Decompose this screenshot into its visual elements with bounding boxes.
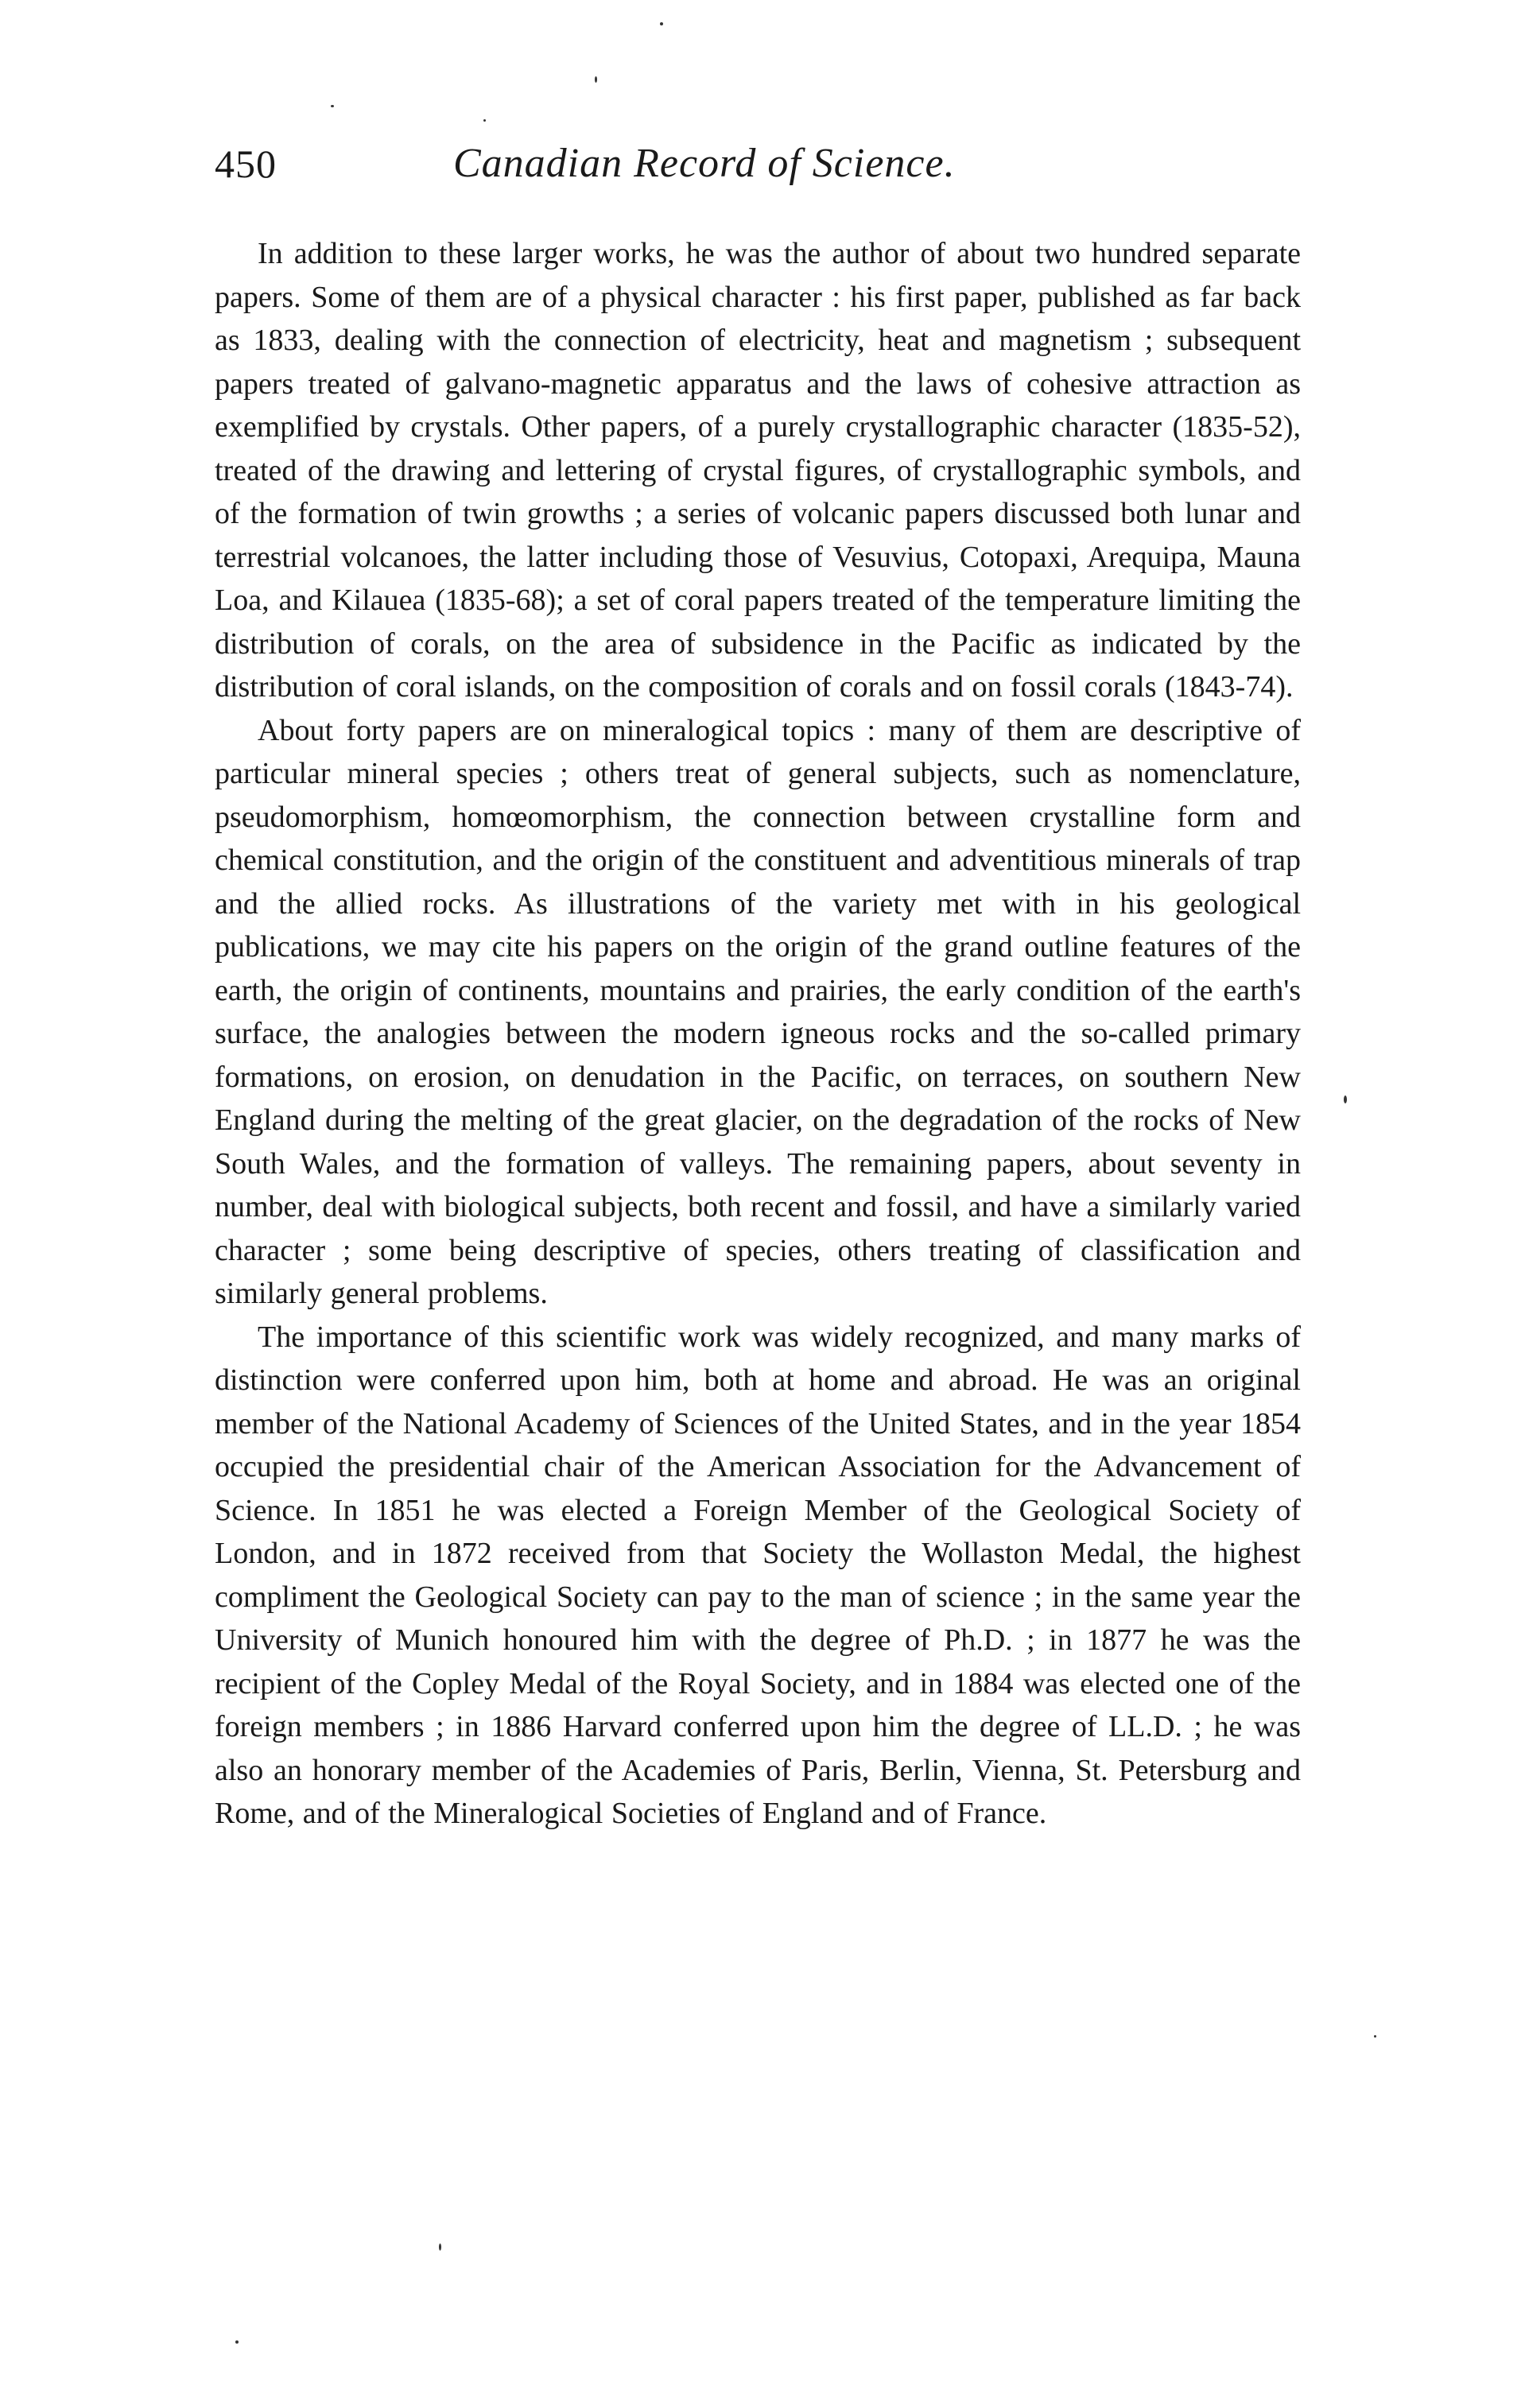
body-text bbox=[215, 232, 1301, 1836]
scan-speck bbox=[331, 105, 334, 107]
paragraph-papers: In addition to these larger works, he was the author of about two hundred separate papers. Some of them are of a physical character : his first paper, published as far back as 1833, dealing with the connection of electricity, heat and magnetism ; subsequent papers treated of galvano-magnetic apparatus and the laws of cohesive attraction as exemplified by crystals. Other papers, of a purely crystallographic character (1835-52), treated of the drawing and lettering of crystal figures, of crystallographic symbols, and of the formation of twin growths ; a series of volcanic papers discussed both lunar and terrestrial volcanoes, the latter including those of Vesuvius, Cotopaxi, Arequipa, Mauna Loa, and Kilauea (1835-68); a set of coral papers treated of the temperature limiting the distribution of corals, on the area of subsidence in the Pacific as indicated by the distribution of coral islands, on the composition of corals and on fossil corals (1843-74). bbox=[215, 237, 1301, 704]
paragraph-mineralogical: About forty papers are on mineralogical topics : many of them are descriptive of particular mineral species ; others treat of general subjects, such as nomenclature, pseudomorphism, homœomorphism, the connection between crystalline form and chemical constitution, and the origin of the constituent and adventitious minerals of trap and the allied rocks. As illustrations of the variety met with in his geological publications, we may cite his papers on the origin of the grand outline features of the earth, the origin of continents, mountains and prairies, the early condition of the earth's surface, the analogies between the modern igneous rocks and the so-called primary formations, on erosion, on denudation in the Pacific, on terraces, on southern New England during the melting of the great glacier, on the degradation of the rocks of New South Wales, and the formation of valleys. The remaining papers, about seventy in number, deal with biological subjects, both recent and fossil, and have a similarly varied character ; some being descriptive of species, others treating of classification and similarly general problems. bbox=[215, 713, 1301, 1310]
scan-speck bbox=[439, 2243, 441, 2251]
running-title: Canadian Record of Science. bbox=[453, 141, 956, 186]
scan-speck bbox=[1374, 2035, 1376, 2038]
page-number: 450 bbox=[215, 142, 277, 186]
page-header bbox=[215, 140, 1328, 196]
scan-speck bbox=[483, 119, 486, 122]
scan-speck bbox=[660, 22, 663, 25]
scan-speck bbox=[1344, 1095, 1347, 1103]
paragraph-distinction: The importance of this scientific work was widely recognized, and many marks of distinction were conferred upon him, both at home and abroad. He was an original member of the National Academy of Sciences of the United States, and in the year 1854 occupied the presidential chair of the American Association for the Advancement of Science. In 1851 he was elected a Foreign Member of the Geological Society of London, and in 1872 received from that Society the Wollaston Medal, the highest compliment the Geological Society can pay to the man of science ; in the same year the University of Munich honoured him with the degree of Ph.D. ; in 1877 he was the recipient of the Copley Medal of the Royal Society, and in 1884 was elected one of the foreign members ; in 1886 Harvard conferred upon him the degree of LL.D. ; he was also an honorary member of the Academies of Paris, Berlin, Vienna, St. Petersburg and Rome, and of the Mineralogical Societies of England and of France. bbox=[215, 1320, 1301, 1830]
scan-speck bbox=[235, 2340, 239, 2344]
scan-speck bbox=[595, 76, 597, 83]
